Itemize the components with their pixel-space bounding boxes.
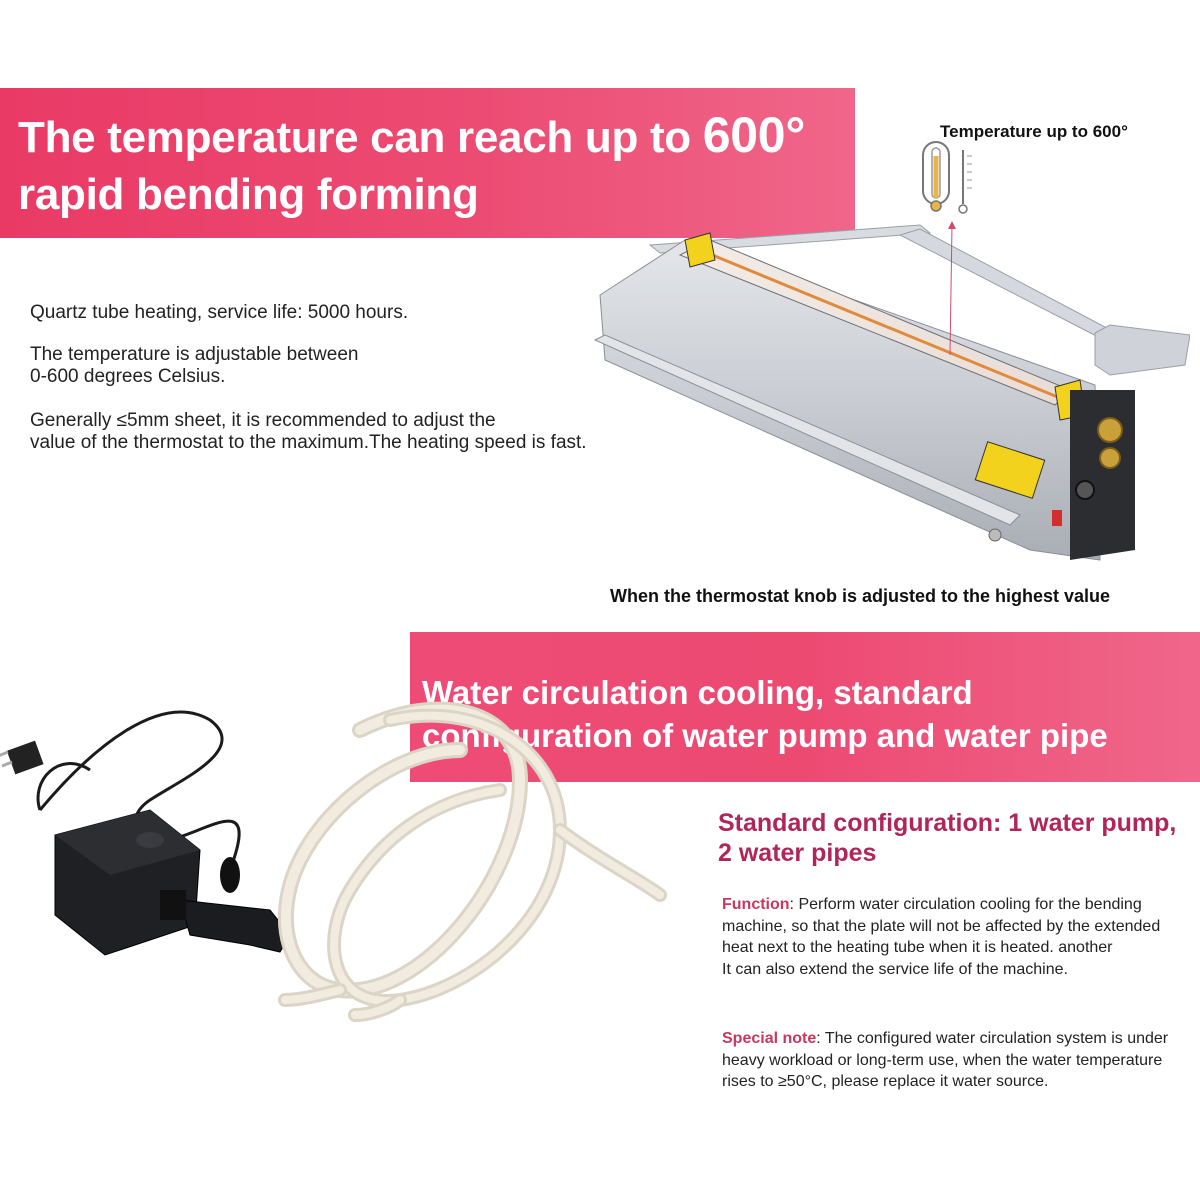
feature-service-life: Quartz tube heating, service life: 5000 hours. bbox=[30, 302, 409, 323]
temperature-caption: Temperature up to 600° bbox=[940, 122, 1128, 141]
cooling-title-line1: Water circulation cooling, standard bbox=[422, 674, 973, 711]
function-text: : Perform water circulation cooling for the bending machine, so that the plate will not be affected by the extended heat next to the heating tube when it is heated. another bbox=[722, 896, 1161, 956]
cooling-title-line2: configuration of water pump and water pipe bbox=[422, 717, 1108, 754]
feature-sheet-line2: value of the thermostat to the maximum.The heating speed is fast. bbox=[30, 432, 587, 453]
pump-and-pipe-illustration bbox=[0, 690, 720, 1030]
bending-machine-illustration bbox=[590, 215, 1190, 585]
standard-config-line1: Standard configuration: 1 water pump, bbox=[718, 809, 1177, 837]
standard-configuration bbox=[718, 808, 1198, 868]
function-label: Function bbox=[722, 896, 790, 913]
function-text-2: It can also extend the service life of the machine. bbox=[722, 960, 1068, 978]
feature-adjustable-line2: 0-600 degrees Celsius. bbox=[30, 366, 226, 387]
banner-title-line1: The temperature can reach up to 600° bbox=[18, 107, 806, 163]
special-note-label: Special note bbox=[722, 1030, 817, 1047]
special-note-text: : The configured water circulation system is under heavy workload or long-term use, when the water temperature rises to ≥50°C, please replace it water source. bbox=[722, 1030, 1169, 1090]
standard-config-line2: 2 water pipes bbox=[718, 839, 877, 867]
function-paragraph bbox=[722, 894, 1192, 980]
thermometer-icon bbox=[915, 138, 985, 218]
thermostat-caption: When the thermostat knob is adjusted to the highest value bbox=[610, 586, 1111, 606]
feature-adjustable-line1: The temperature is adjustable between bbox=[30, 344, 359, 365]
feature-sheet-line1: Generally ≤5mm sheet, it is recommended to adjust the bbox=[30, 410, 496, 431]
banner-title-line2: rapid bending forming bbox=[18, 170, 479, 219]
special-note-paragraph bbox=[722, 1028, 1192, 1093]
